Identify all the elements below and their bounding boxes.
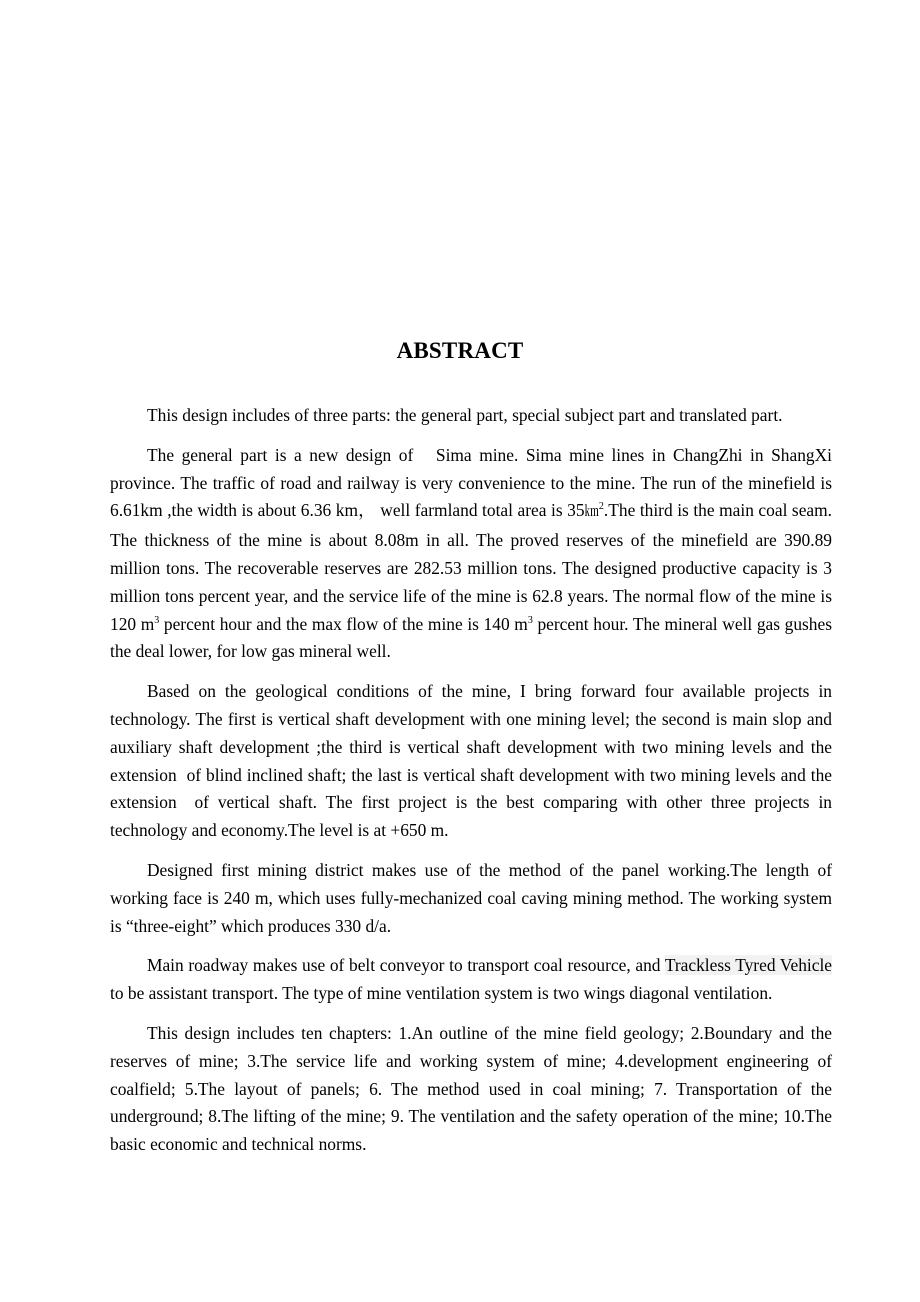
- paragraph-chapters: This design includes ten chapters: 1.An outline of the mine field geology; 2.Boundary and the reserves of mine; 3.The service life and working system of mine; 4.development engineering of coalfield; 5.The layout of panels; 6. The method used in coal mining; 7. Transportation of the underground; 8.The lifting of the mine; 9. The ventilation and the safety operation of the mine; 10.The basic economic and technical norms.: [110, 1022, 832, 1155]
- trackless-vehicle-highlight: Trackless Tyred Vehicle: [664, 955, 833, 976]
- area-exponent: 2: [598, 501, 604, 513]
- abstract-title: ABSTRACT: [396, 338, 524, 363]
- paragraph-transport-ventilation: [110, 952, 832, 1008]
- general-part-text-4: percent hour. The mineral well gas gushes the deal lower, for low gas mineral well.: [110, 613, 832, 662]
- general-part-text-1: The general part is a new design of Sima mine. Sima mine lines in ChangZhi in ShangXi province. The traffic of road and railway is very convenience to the mine. The run of the minefield is 6.61km ,the width is about 6.36 km， well farmland total area is 35: [110, 444, 832, 521]
- paragraph-development-projects: Based on the geological conditions of the mine, I bring forward four available projects in technology. The first is vertical shaft development with one mining level; the second is main slop and auxiliary shaft development ;the third is vertical shaft development with two mining levels and the extension of blind inclined shaft; the last is vertical shaft development with two mining levels and the extension of vertical shaft. The first project is the best comparing with other three projects in technology and economy.The level is at +650 m.: [110, 681, 832, 841]
- paragraph-overview: This design includes of three parts: the general part, special subject part and translated part.: [147, 405, 783, 425]
- transport-text-2: to be assistant transport. The type of mine ventilation system is two wings diagonal ventilation.: [110, 983, 773, 1004]
- paragraph-mining-district: Designed first mining district makes use of the method of the panel working.The length of working face is 240 m, which uses fully-mechanized coal caving mining method. The working system is “three-eight” which produces 330 d/a.: [110, 859, 832, 936]
- volume-exponent-max: 3: [527, 614, 533, 626]
- general-part-text-2: .The third is the main coal seam. The thickness of the mine is about 8.08m in all. The proved reserves of the minefield are 390.89 million tons. The recoverable reserves are 282.53 million tons. The designed productive capacity is 3 million tons percent year, and the service life of the mine is 62.8 years. The normal flow of the mine is 120 m: [110, 500, 833, 634]
- transport-text-1: Main roadway makes use of belt conveyor to transport coal resource, and: [147, 955, 665, 976]
- general-part-text-3: percent hour and the max flow of the mine is 140 m: [159, 613, 528, 634]
- abstract-body: [110, 402, 832, 1171]
- volume-exponent-normal: 3: [154, 614, 160, 626]
- area-unit: ㎞: [584, 504, 599, 521]
- paragraph-general-part: [110, 442, 832, 666]
